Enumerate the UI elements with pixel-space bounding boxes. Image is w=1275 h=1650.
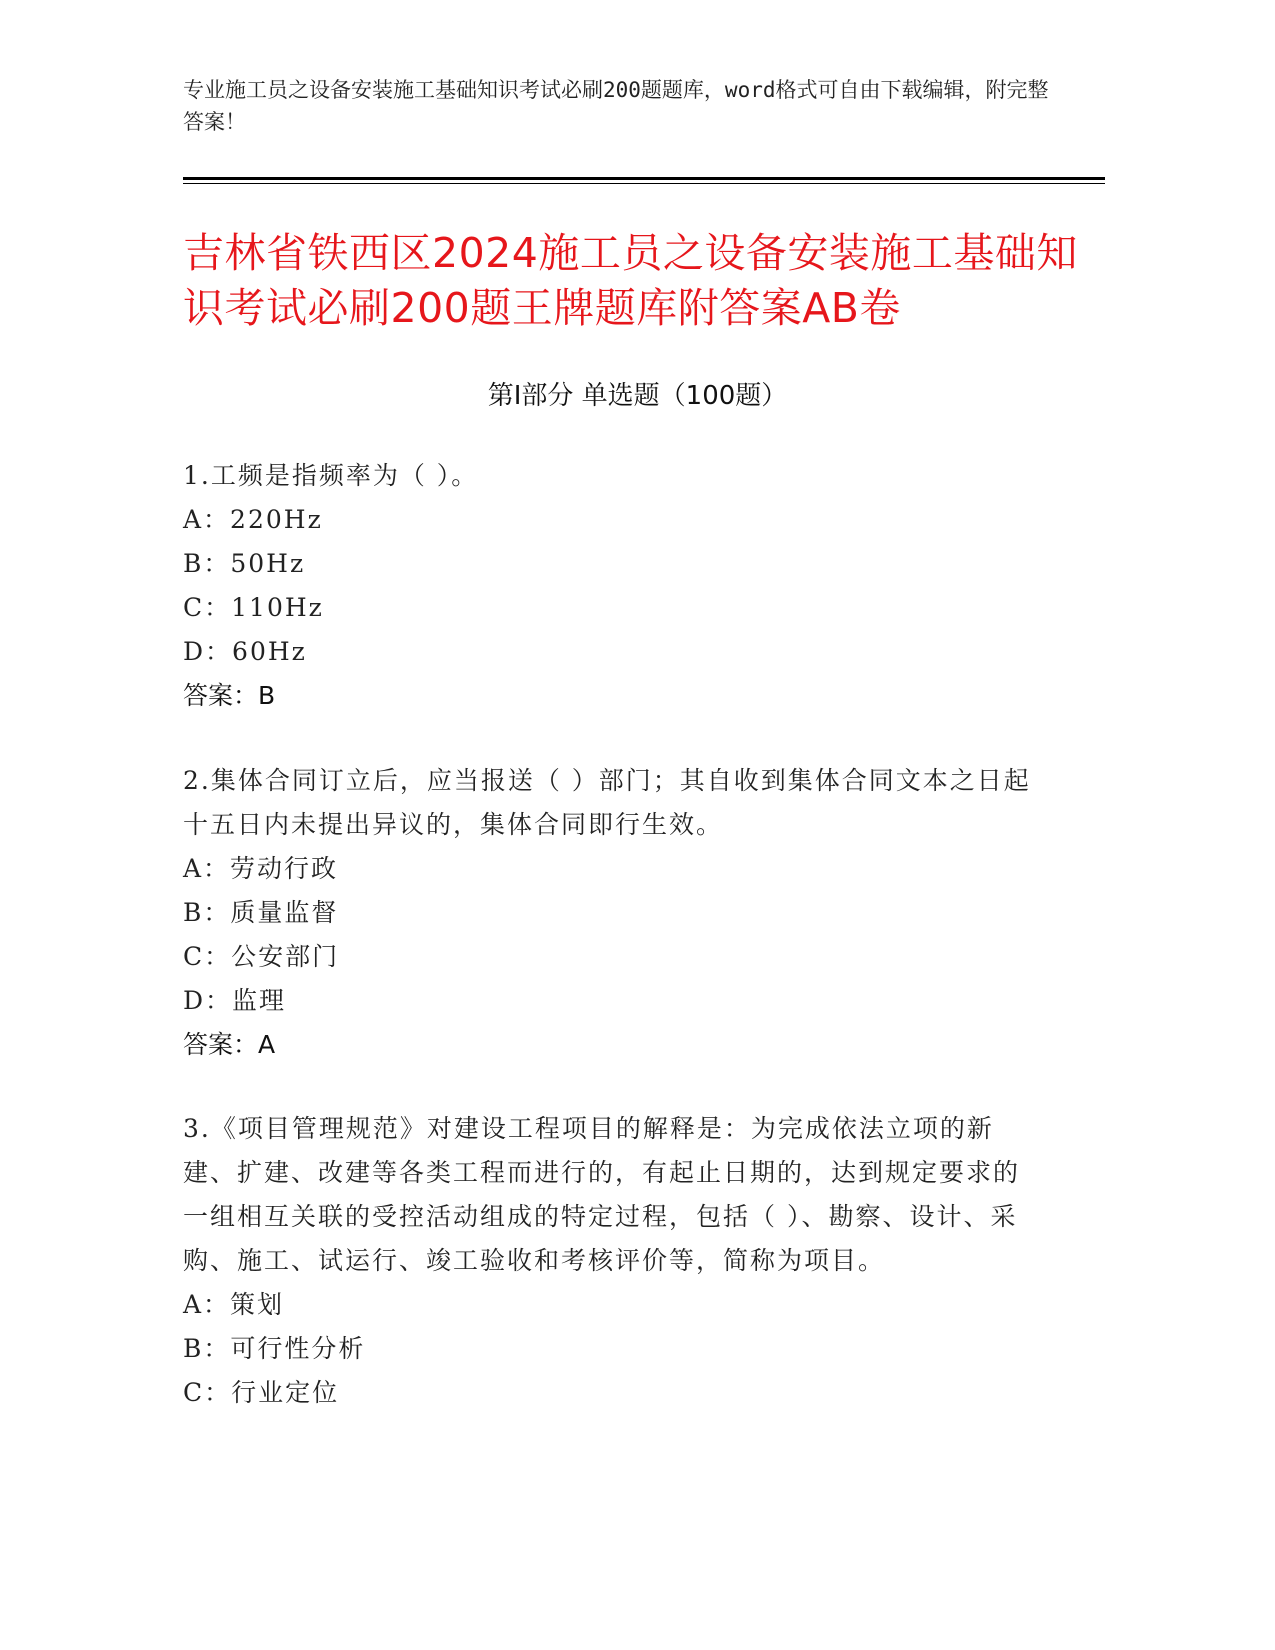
header-divider-thin [183,183,1105,184]
option-a: A：劳动行政 [183,854,339,883]
option-c: C：公安部门 [183,942,340,971]
option-d: D：监理 [183,986,287,1015]
question-2 [183,759,1043,1067]
document-title: 吉林省铁西区2024施工员之设备安装施工基础知识考试必刷200题王牌题库附答案AB卷 [183,229,1078,332]
question-3 [183,1107,1043,1415]
section-title: 第Ⅰ部分 单选题（100题） [487,381,788,411]
option-a: A：策划 [183,1290,285,1319]
option-d: D：60Hz [183,637,307,666]
header-note: 专业施工员之设备安装施工基础知识考试必刷200题题库，word格式可自由下载编辑，附完整答案！ [183,78,1049,134]
option-c: C：行业定位 [183,1378,340,1407]
option-a: A：220Hz [183,505,323,534]
answer: 答案：A [183,1030,276,1059]
option-b: B：质量监督 [183,898,339,927]
question-stem: 2.集体合同订立后，应当报送（ ）部门；其自收到集体合同文本之日起十五日内未提出异议的，集体合同即行生效。 [183,766,1031,839]
question-stem: 3.《项目管理规范》对建设工程项目的解释是：为完成依法立项的新建、扩建、改建等各类工程而进行的，有起止日期的，达到规定要求的一组相互关联的受控活动组成的特定过程，包括（ ）、勘察、设计、采购、施工、试运行、竣工验收和考核评价等，简称为项目。 [183,1114,1021,1275]
question-1 [183,454,1043,718]
option-b: B：可行性分析 [183,1334,366,1363]
option-b: B：50Hz [183,549,306,578]
header-divider-thick [183,177,1105,180]
question-stem: 1.工频是指频率为（ ）。 [183,461,479,490]
option-c: C：110Hz [183,593,324,622]
answer: 答案：B [183,681,276,710]
